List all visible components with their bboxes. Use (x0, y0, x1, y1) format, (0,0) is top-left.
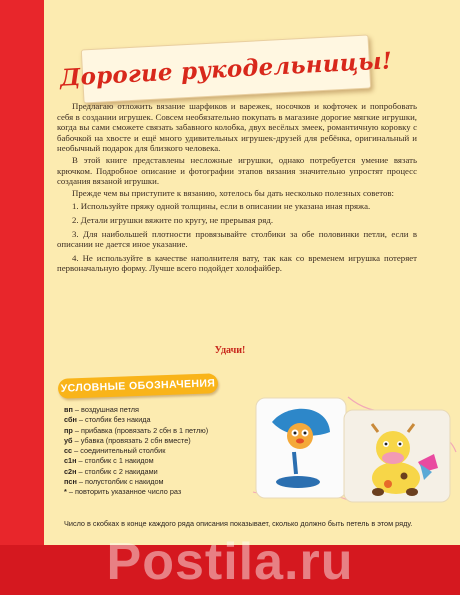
tip-item: 3. Для наибольшей плотности провязывайте столбики за обе половинки петли, если в описании не дается иное указание. (57, 228, 417, 250)
intro-paragraph: Прежде чем вы приступите к вязанию, хотелось бы дать несколько полезных советов: (72, 187, 395, 198)
legend-abbr: сс (64, 446, 73, 456)
tip-item: 1. Используйте пряжу одной толщины, если в описании не указана иная пряжа. (72, 201, 371, 212)
lamp-toy-photo (256, 398, 346, 498)
legend-abbr: пр (64, 425, 73, 435)
legend-desc: – столбик с 1 накидом (76, 456, 154, 466)
page-title: Дорогие рукодельницы! (59, 46, 393, 92)
intro-paragraph: В этой книге представлены несложные игрушки, однако потребуется умение вязать крючком. Подробное описание и фотографии этапов вязания значительно упростят процесс создания вязаной игрушки. (57, 154, 417, 187)
legend-abbr: вп (64, 405, 73, 414)
tip-item: 2. Детали игрушки вяжите по кругу, не прерывая ряд. (72, 214, 274, 225)
legend-desc: – столбик без накида (76, 415, 151, 425)
intro-paragraph: Предлагаю отложить вязание шарфиков и варежек, носочков и кофточек и попробовать себя в создании игрушек. Совсем необязательно покупать в магазине дорогие мягкие игрушки, когда вы сами сможете связать забавного колобка, двух весёлых змеек, романтичную коровку с бабочкой на хвосте и ещё много удивительных игрушек-друзей для ребёнка, оригинальный и необычный подарок для близкого человека. (57, 101, 417, 154)
legend-desc: – убавка (провязать 2 сбн вместе) (72, 435, 191, 445)
toy-photos (248, 392, 458, 508)
left-red-band (0, 0, 44, 545)
legend-abbr: с2н (64, 466, 77, 476)
tip-item: 4. Не используйте в качестве наполнителя вату, так как со временем игрушка потеряет первоначальную форму. Лучше всего подойдет холофайбер. (57, 252, 417, 274)
legend-abbr: * (64, 487, 67, 497)
good-luck-text: Удачи! (214, 345, 246, 356)
legend-abbr: с1н (64, 456, 77, 466)
legend-footnote: Число в скобках в конце каждого ряда описания показывает, сколько должно быть петель в этом ряду. (64, 519, 413, 528)
legend-desc: – полустолбик с накидом (76, 477, 164, 487)
legend-abbr: сбн (64, 415, 77, 425)
legend-desc: – воздушная петля (72, 405, 139, 414)
cow-toy-photo (344, 410, 450, 502)
legend-abbr: псн (64, 477, 77, 487)
intro-text (57, 101, 417, 274)
legend-desc: – соединительный столбик (72, 446, 166, 456)
watermark: Postila.ru (106, 533, 354, 591)
legend-title: УСЛОВНЫЕ ОБОЗНАЧЕНИЯ (60, 377, 216, 395)
legend-desc: – повторить указанное число раз (66, 487, 182, 497)
legend-desc: – прибавка (провязать 2 сбн в 1 петлю) (72, 425, 209, 435)
legend-desc: – столбик с 2 накидами (76, 466, 158, 476)
legend-abbr: уб (64, 435, 73, 445)
